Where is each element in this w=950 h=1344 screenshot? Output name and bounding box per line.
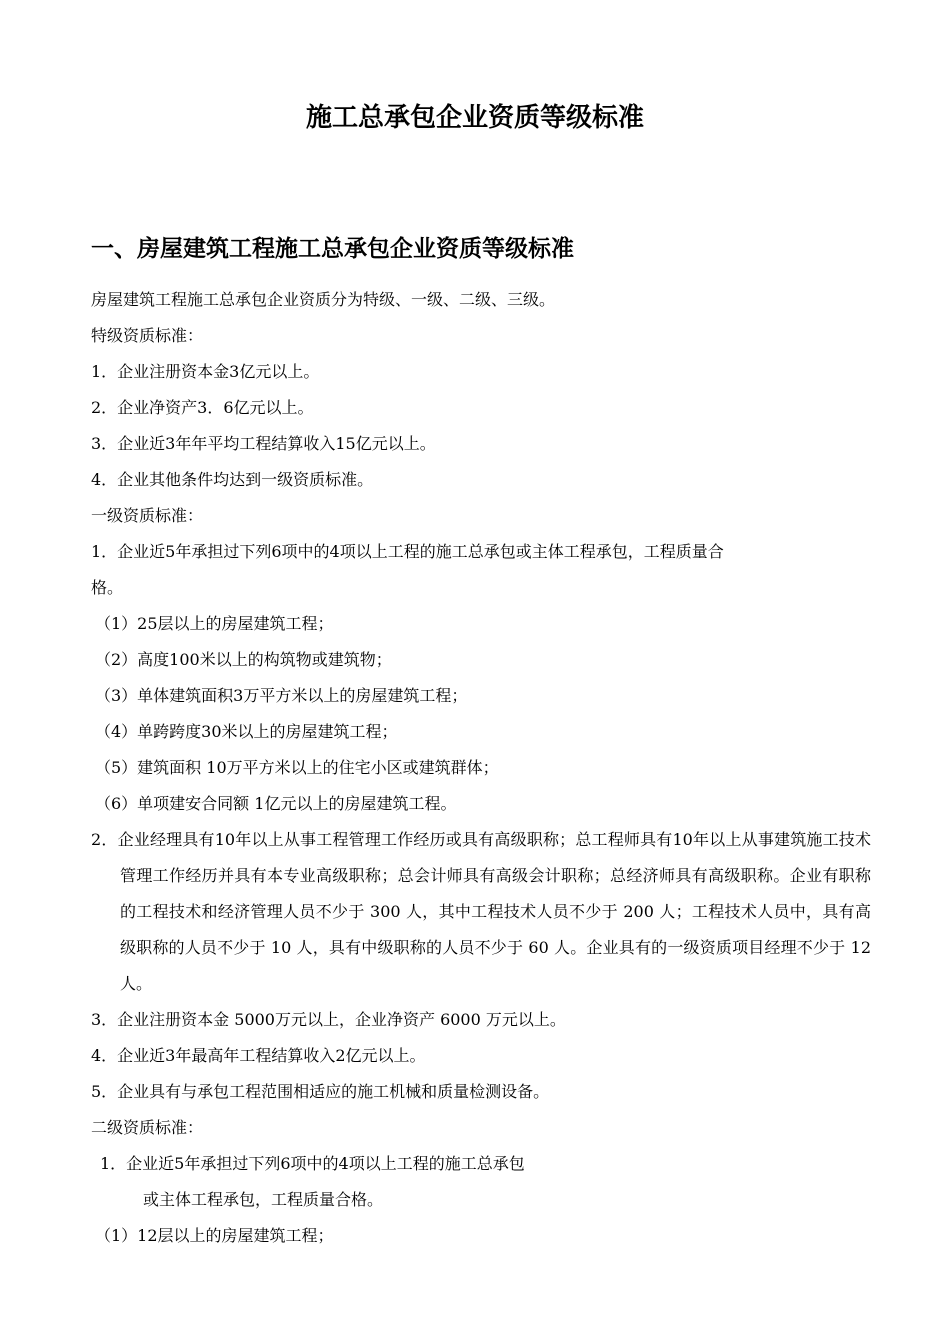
special-grade-item: 2．企业净资产3．6亿元以上。 [91, 398, 314, 417]
grade-one-item-3: 3．企业注册资本金 5000万元以上，企业净资产 6000 万元以上。 [91, 1010, 566, 1029]
grade-two-sub-item: （1）12层以上的房屋建筑工程； [95, 1226, 334, 1245]
grade-one-sub-item: （2）高度100米以上的构筑物或建筑物； [95, 650, 392, 669]
document-title: 施工总承包企业资质等级标准 [305, 103, 644, 133]
grade-one-sub-item: （4）单跨跨度30米以上的房屋建筑工程； [95, 722, 398, 741]
grade-one-item-1-continuation: 格。 [91, 578, 124, 597]
grade-one-item-4: 4．企业近3年最高年工程结算收入2亿元以上。 [91, 1046, 426, 1065]
special-grade-item: 4．企业其他条件均达到一级资质标准。 [91, 470, 374, 489]
grade-one-sub-item: （6）单项建安合同额 1亿元以上的房屋建筑工程。 [95, 794, 457, 813]
grade-one-sub-item: （5）建筑面积 10万平方米以上的住宅小区或建筑群体； [95, 758, 499, 777]
special-grade-label: 特级资质标准： [91, 326, 204, 345]
grade-one-item-2: 2．企业经理具有10年以上从事工程管理工作经历或具有高级职称；总工程师具有10年以上从事建筑施工技术管理工作经历并具有本专业高级职称；总会计师具有高级会计职称；总经济师具有高级职称。企业有职称的工程技术和经济管理人员不少于 300 人，其中工程技术人员不少于 200 人；工程技术人员中，具有高级职称的人员不少于 10 人，具有中级职称的人员不少于 60 人。企业具有的一级资质项目经理不少于 12 人。 [91, 830, 871, 993]
grade-two-item-1-continuation: 或主体工程承包，工程质量合格。 [143, 1190, 384, 1209]
grade-one-label: 一级资质标准： [91, 506, 204, 525]
special-grade-item: 3．企业近3年年平均工程结算收入15亿元以上。 [91, 434, 436, 453]
document-body [91, 282, 871, 1254]
section-heading: 一、房屋建筑工程施工总承包企业资质等级标准 [91, 236, 574, 262]
grade-two-item-1: 1．企业近5年承担过下列6项中的4项以上工程的施工总承包 [100, 1154, 525, 1173]
grade-one-sub-item: （1）25层以上的房屋建筑工程； [95, 614, 334, 633]
grade-two-label: 二级资质标准： [91, 1118, 204, 1137]
grade-one-item-1: 1．企业近5年承担过下列6项中的4项以上工程的施工总承包或主体工程承包，工程质量合 [91, 542, 724, 561]
grade-one-sub-item: （3）单体建筑面积3万平方米以上的房屋建筑工程； [95, 686, 468, 705]
intro-paragraph: 房屋建筑工程施工总承包企业资质分为特级、一级、二级、三级。 [91, 290, 556, 309]
grade-one-item-5: 5．企业具有与承包工程范围相适应的施工机械和质量检测设备。 [91, 1082, 550, 1101]
special-grade-item: 1．企业注册资本金3亿元以上。 [91, 362, 320, 381]
